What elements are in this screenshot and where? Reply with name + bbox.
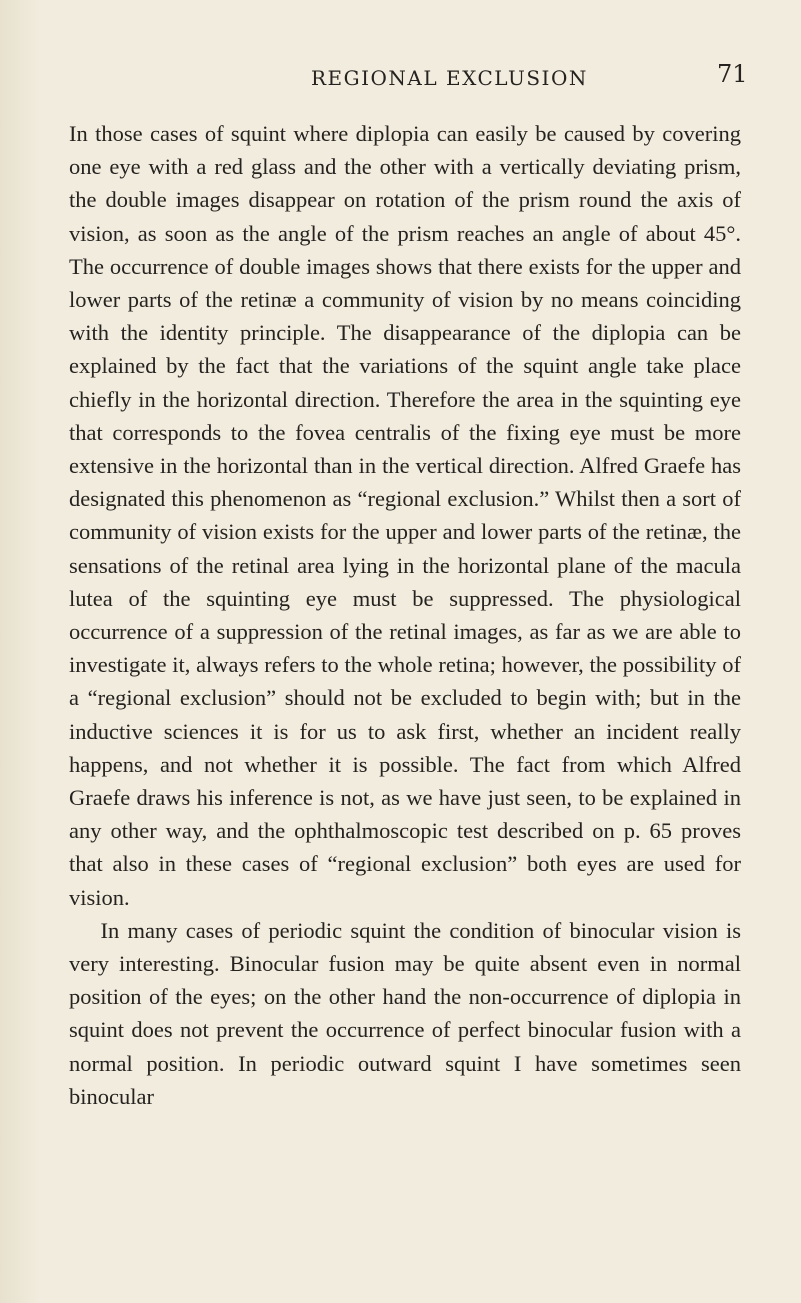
running-head: REGIONAL EXCLUSION (311, 66, 588, 90)
paragraph-2: In many cases of periodic squint the condition of binocular vision is very interesting. Binocular fusion may be quite absent even in normal position of the eyes; on the other hand the non-occurrence of diplopia in squint does not prevent the occurrence of perfect binocular fusion with a normal position. In periodic outward squint I have sometimes seen binocular (69, 917, 741, 1109)
page-number: 71 (717, 60, 748, 88)
body-text (69, 117, 741, 1113)
paragraph-1: In those cases of squint where diplopia can easily be caused by covering one eye with a red glass and the other with a vertically deviating prism, the double images disappear on rotation of the prism round the axis of vision, as soon as the angle of the prism reaches an angle of about 45°. The occurrence of double images shows that there exists for the upper and lower parts of the retinæ a community of vision by no means coinciding with the identity principle. The disappearance of the diplopia can be explained by the fact that the variations of the squint angle take place chiefly in the horizontal direction. Therefore the area in the squinting eye that corresponds to the fovea centralis of the fixing eye must be more extensive in the horizontal than in the vertical direction. Alfred Graefe has designated this phenomenon as “regional exclusion.” Whilst then a sort of community of vision exists for the upper and lower parts of the retinæ, the sensations of the retinal area lying in the horizontal plane of the macula lutea of the squinting eye must be suppressed. The physiological occurrence of a suppression of the retinal images, as far as we are able to investigate it, always refers to the whole retina; however, the possibility of a “regional exclusion” should not be excluded to begin with; but in the inductive sciences it is for us to ask first, whether an incident really happens, and not whether it is possible. The fact from which Alfred Graefe draws his inference is not, as we have just seen, to be explained in any other way, and the ophthalmoscopic test described on p. 65 proves that also in these cases of “regional exclusion” both eyes are used for vision. (69, 121, 741, 910)
page-header (0, 58, 801, 98)
